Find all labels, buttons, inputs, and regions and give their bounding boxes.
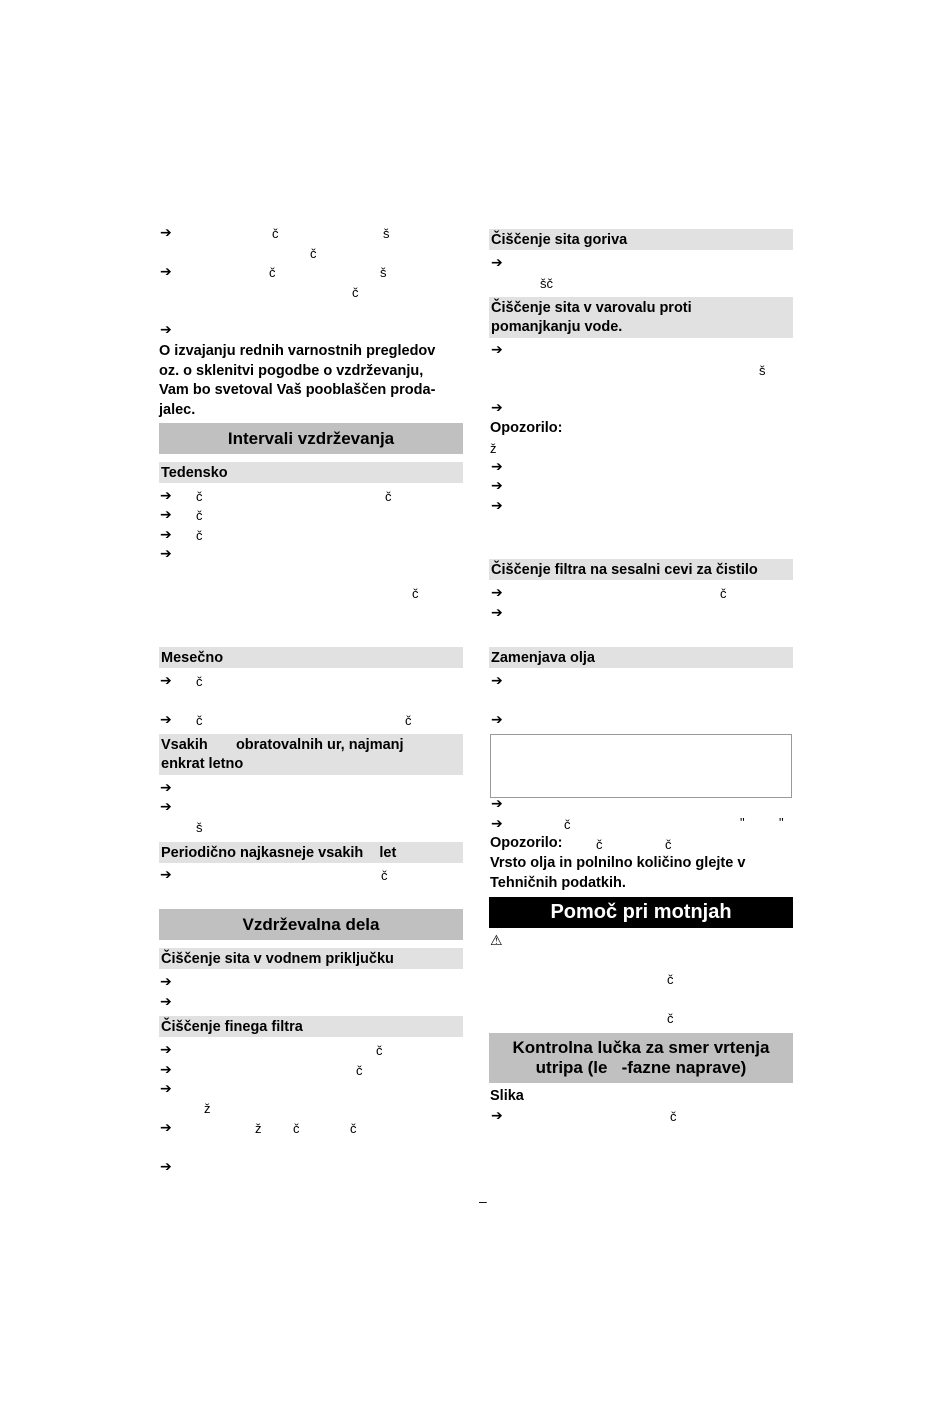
- text-fragment: č: [269, 265, 276, 280]
- text-fragment: š: [383, 226, 390, 241]
- text-fragment: š: [196, 820, 203, 835]
- arrow-icon: ➔: [160, 264, 172, 280]
- text-fragment: č: [665, 837, 672, 852]
- text-fragment: ": [740, 815, 745, 830]
- arrow-icon: ➔: [491, 712, 503, 728]
- text-fragment: č: [405, 713, 412, 728]
- warning-icon: ⚠: [490, 933, 503, 949]
- arrow-icon: ➔: [160, 225, 172, 241]
- arrow-icon: ➔: [491, 478, 503, 494]
- safety-inspection-note: [159, 342, 464, 420]
- arrow-icon: ➔: [160, 712, 172, 728]
- arrow-icon: ➔: [160, 322, 172, 338]
- arrow-icon: ➔: [160, 673, 172, 689]
- subheading-ciscenje-vodni: Čiščenje sita v vodnem priključku: [159, 948, 463, 969]
- text-fragment: ž: [255, 1121, 262, 1136]
- text-fragment: č: [196, 489, 203, 504]
- text-fragment: ": [779, 815, 784, 830]
- arrow-icon: ➔: [160, 546, 172, 562]
- arrow-icon: ➔: [491, 459, 503, 475]
- image-placeholder-frame: [490, 734, 792, 798]
- text-fragment: č: [352, 285, 359, 300]
- subheading-vsakih: [159, 734, 463, 775]
- subheading-tedensko: Tedensko: [159, 462, 463, 483]
- opozorilo-label: Opozorilo:: [490, 835, 563, 851]
- text-fragment: č: [412, 586, 419, 601]
- text-fragment: č: [196, 713, 203, 728]
- arrow-icon: ➔: [160, 1120, 172, 1136]
- subheading-mesecno: Mesečno: [159, 647, 463, 668]
- text-line: Tehničnih podatkih.: [490, 874, 626, 891]
- text-fragment: č: [670, 1109, 677, 1124]
- subheading-varovalo: [489, 297, 793, 338]
- text-line: O izvajanju rednih varnostnih pregledov: [159, 343, 436, 359]
- arrow-icon: ➔: [160, 507, 172, 523]
- arrow-icon: ➔: [160, 1081, 172, 1097]
- slika-label: Slika: [490, 1088, 524, 1104]
- arrow-icon: ➔: [160, 488, 172, 504]
- text-fragment: č: [196, 674, 203, 689]
- text-fragment: č: [596, 837, 603, 852]
- text-fragment: č: [293, 1121, 300, 1136]
- subheading-filter-cev: Čiščenje filtra na sesalni cevi za čistilo: [489, 559, 793, 580]
- section-heading-intervali: Intervali vzdrževanja: [159, 423, 463, 454]
- text-line: Vrsto olja in polnilno količino glejte v: [490, 855, 746, 871]
- oil-type-note: [490, 854, 795, 893]
- subheading-ciscenje-fino: Čiščenje finega filtra: [159, 1016, 463, 1037]
- text-fragment: č: [385, 489, 392, 504]
- text-fragment: š: [380, 265, 387, 280]
- arrow-icon: ➔: [160, 780, 172, 796]
- arrow-icon: ➔: [491, 400, 503, 416]
- text-fragment: č: [376, 1043, 383, 1058]
- text-fragment: č: [196, 508, 203, 523]
- arrow-icon: ➔: [491, 498, 503, 514]
- arrow-icon: ➔: [491, 255, 503, 271]
- section-heading-kontrolna: [489, 1033, 793, 1083]
- text-fragment: č: [196, 528, 203, 543]
- text-fragment: č: [667, 1011, 674, 1026]
- heading-line: pomanjkanju vode.: [491, 319, 623, 335]
- heading-line: enkrat letno: [161, 756, 244, 772]
- text-fragment: č: [356, 1063, 363, 1078]
- arrow-icon: ➔: [491, 605, 503, 621]
- text-fragment: č: [381, 868, 388, 883]
- text-fragment: č: [310, 246, 317, 261]
- text-fragment: š: [759, 363, 766, 378]
- arrow-icon: ➔: [160, 974, 172, 990]
- text-fragment: č: [564, 817, 571, 832]
- heading-line: utripa (le -fazne naprave): [535, 1058, 747, 1077]
- arrow-icon: ➔: [160, 799, 172, 815]
- arrow-icon: ➔: [160, 867, 172, 883]
- subheading-periodicno: Periodično najkasneje vsakih let: [159, 842, 463, 863]
- section-heading-pomoc: Pomoč pri motnjah: [489, 897, 793, 928]
- arrow-icon: ➔: [160, 527, 172, 543]
- text-fragment: šč: [540, 276, 553, 291]
- arrow-icon: ➔: [160, 1042, 172, 1058]
- page-number-mark: –: [479, 1193, 487, 1209]
- arrow-icon: ➔: [491, 673, 503, 689]
- text-fragment: č: [720, 586, 727, 601]
- heading-line: Čiščenje sita v varovalu proti: [491, 300, 692, 316]
- text-fragment: č: [272, 226, 279, 241]
- subheading-zamenjava-olja: Zamenjava olja: [489, 647, 793, 668]
- arrow-icon: ➔: [160, 1062, 172, 1078]
- subheading-goriva: Čiščenje sita goriva: [489, 229, 793, 250]
- arrow-icon: ➔: [491, 342, 503, 358]
- heading-line: Kontrolna lučka za smer vrtenja: [512, 1038, 770, 1057]
- arrow-icon: ➔: [491, 1108, 503, 1124]
- text-fragment: ž: [490, 441, 497, 456]
- opozorilo-label: Opozorilo:: [490, 420, 563, 436]
- text-line: oz. o sklenitvi pogodbe o vzdrževanju,: [159, 362, 424, 379]
- arrow-icon: ➔: [491, 796, 503, 812]
- arrow-icon: ➔: [160, 1159, 172, 1175]
- text-fragment: č: [350, 1121, 357, 1136]
- text-line: Vam bo svetoval Vaš pooblaščen proda-: [159, 382, 436, 398]
- section-heading-vzdrzevalna-dela: Vzdrževalna dela: [159, 909, 463, 940]
- arrow-icon: ➔: [491, 816, 503, 832]
- text-line: jalec.: [159, 401, 196, 418]
- arrow-icon: ➔: [491, 585, 503, 601]
- arrow-icon: ➔: [160, 994, 172, 1010]
- text-fragment: ž: [204, 1101, 211, 1116]
- heading-line: Vsakih obratovalnih ur, najmanj: [161, 737, 404, 753]
- text-fragment: č: [667, 972, 674, 987]
